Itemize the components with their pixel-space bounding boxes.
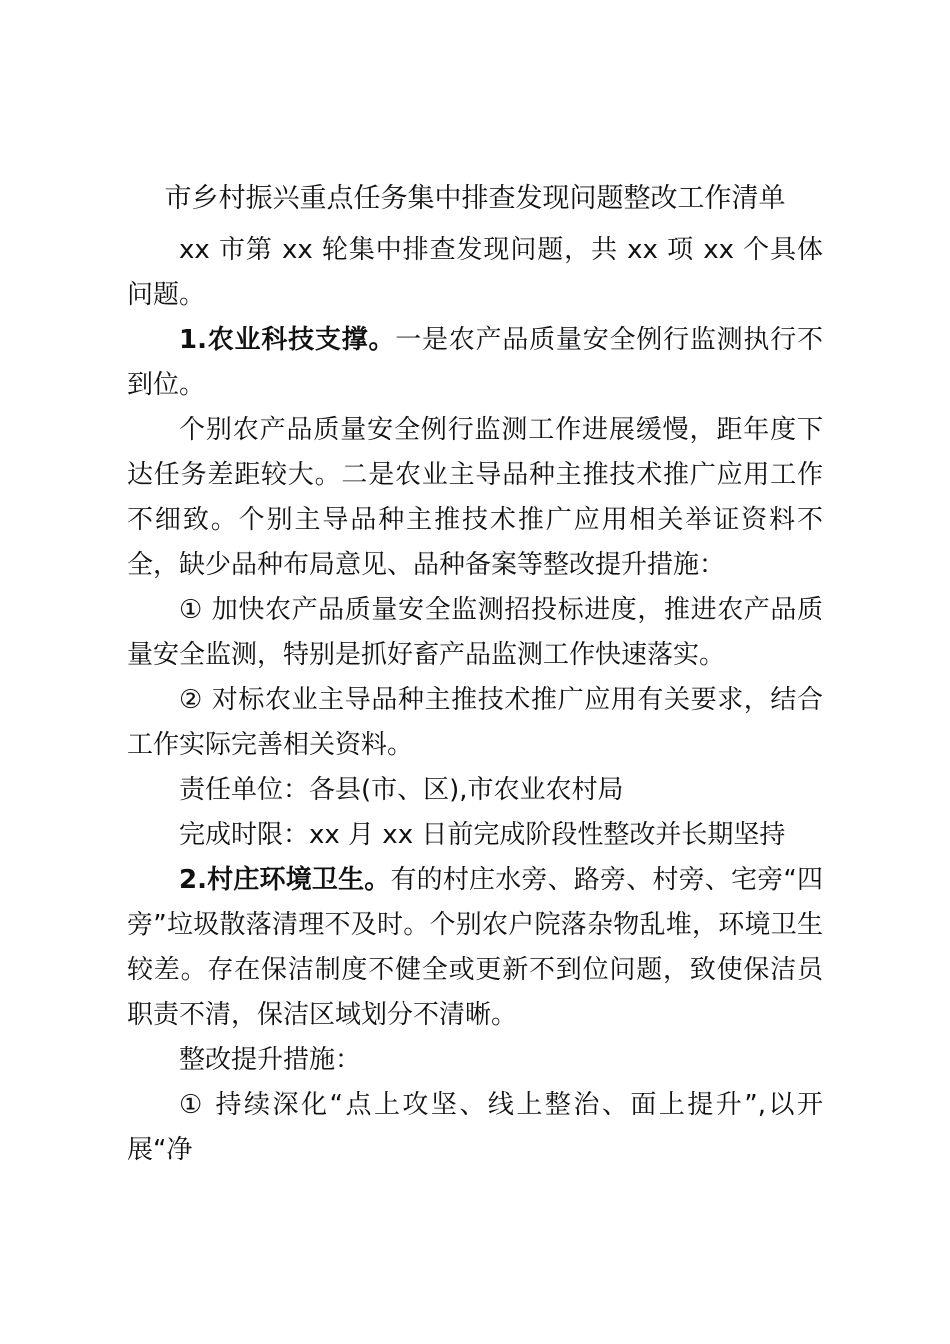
paragraph-measure-1 [127, 588, 823, 678]
paragraph-text: 有的村庄水旁、路旁、村旁、宅旁“四旁”垃圾散落清理不及时。个别农户院落杂物乱堆，环境卫生较差。存在保洁制度不健全或更新不到位问题，致使保洁员职责不清，保洁区域划分不清晰。 [127, 865, 823, 1030]
paragraph-text: 整改提升措施： [179, 1045, 362, 1075]
paragraph-text: 一是农产品质量安全例行监测执行不到位。 [127, 325, 823, 400]
paragraph-responsible-unit [127, 768, 823, 813]
paragraph-measure-2 [127, 678, 823, 768]
paragraph-problem-detail [127, 408, 823, 588]
document-title: 市乡村振兴重点任务集中排查发现问题整改工作清单 [164, 183, 786, 214]
paragraph-text: 责任单位：各县(市、区),市农业农村局 [179, 775, 624, 805]
paragraph-text: ② 对标农业主导品种主推技术推广应用有关要求，结合工作实际完善相关资料。 [127, 685, 823, 760]
paragraph-text: 完成时限：xx 月 xx 日前完成阶段性整改并长期坚持 [179, 820, 786, 850]
paragraph-measure-continued [127, 1083, 823, 1173]
paragraph-text: xx 市第 xx 轮集中排查发现问题，共 xx 项 xx 个具体问题。 [127, 235, 823, 310]
paragraph-text: ① 加快农产品质量安全监测招投标进度，推进农产品质量安全监测，特别是抓好畜产品监测工作快速落实。 [127, 595, 823, 670]
paragraph-measures-heading [127, 1038, 823, 1083]
section-heading: 2.村庄环境卫生。 [179, 865, 391, 895]
paragraph-deadline [127, 813, 823, 858]
paragraph-section-2 [127, 858, 823, 1038]
section-heading: 1.农业科技支撑。 [179, 325, 396, 355]
paragraph-section-1 [127, 318, 823, 408]
paragraph-text: ① 持续深化“点上攻坚、线上整治、面上提升”,以开展“净 [127, 1090, 823, 1165]
document-body [127, 228, 823, 1173]
paragraph-intro [127, 228, 823, 318]
paragraph-text: 个别农产品质量安全例行监测工作进展缓慢，距年度下达任务差距较大。二是农业主导品种主推技术推广应用工作不细致。个别主导品种主推技术推广应用相关举证资料不全，缺少品种布局意见、品种备案等整改提升措施： [127, 415, 823, 580]
